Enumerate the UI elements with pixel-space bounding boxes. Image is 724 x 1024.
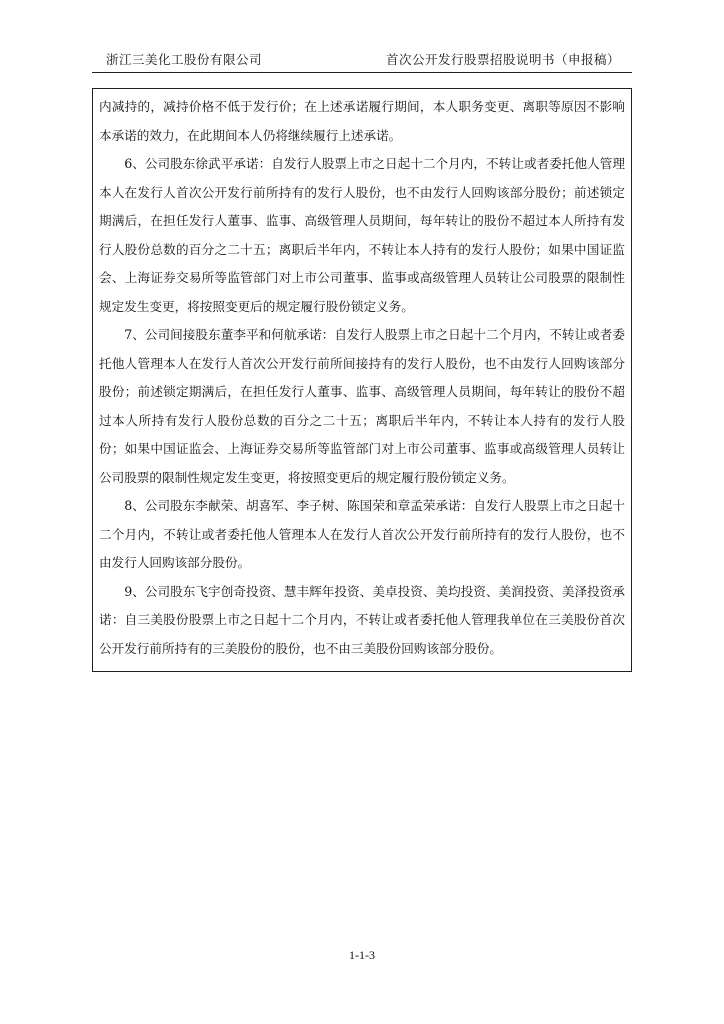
document-title: 首次公开发行股票招股说明书（申报稿） — [385, 52, 620, 67]
paragraph-item-7: 7、公司间接股东董李平和何航承诺：自发行人股票上市之日起十二个月内，不转让或者委托他人管理本人在发行人首次公开发行前所间接持有的发行人股份，也不由发行人回购该部分股份；前述锁定期满后，在担任发行人董事、监事、高级管理人员期间，每年转让的股份不超过本人所持有发行人股份总数的百分之二十五；离职后半年内，不转让本人持有的发行人股份；如果中国证监会、上海证券交易所等监管部门对上市公司董事、监事或高级管理人员转让公司股票的限制性规定发生变更，将按照变更后的规定履行股份锁定义务。 — [99, 327, 625, 485]
commitment-text-box — [92, 88, 632, 672]
company-name: 浙江三美化工股份有限公司 — [106, 52, 263, 67]
paragraph-item-8: 8、公司股东李献荣、胡喜军、李子树、陈国荣和章孟荣承诺：自发行人股票上市之日起十二个月内，不转让或者委托他人管理本人在发行人首次公开发行前所持有的发行人股份，也不由发行人回购该部分股份。 — [99, 498, 625, 570]
paragraph-continuation: 内减持的，减持价格不低于发行价；在上述承诺履行期间，本人职务变更、离职等原因不影响本承诺的效力，在此期间本人仍将继续履行上述承诺。 — [99, 99, 625, 143]
page-number: 1-1-3 — [349, 948, 375, 962]
page-header — [92, 50, 632, 73]
paragraph-item-6: 6、公司股东徐武平承诺：自发行人股票上市之日起十二个月内，不转让或者委托他人管理本人在发行人首次公开发行前所持有的发行人股份，也不由发行人回购该部分股份；前述锁定期满后，在担任发行人董事、监事、高级管理人员期间，每年转让的股份不超过本人所持有发行人股份总数的百分之二十五；离职后半年内，不转让本人持有的发行人股份；如果中国证监会、上海证券交易所等监管部门对上市公司董事、监事或高级管理人员转让公司股票的限制性规定发生变更，将按照变更后的规定履行股份锁定义务。 — [99, 156, 625, 314]
paragraph-item-9: 9、公司股东飞宇创奇投资、慧丰辉年投资、美卓投资、美均投资、美润投资、美泽投资承诺：自三美股份股票上市之日起十二个月内，不转让或者委托他人管理我单位在三美股份首次公开发行前所持有的三美股份的股份，也不由三美股份回购该部分股份。 — [99, 583, 625, 656]
